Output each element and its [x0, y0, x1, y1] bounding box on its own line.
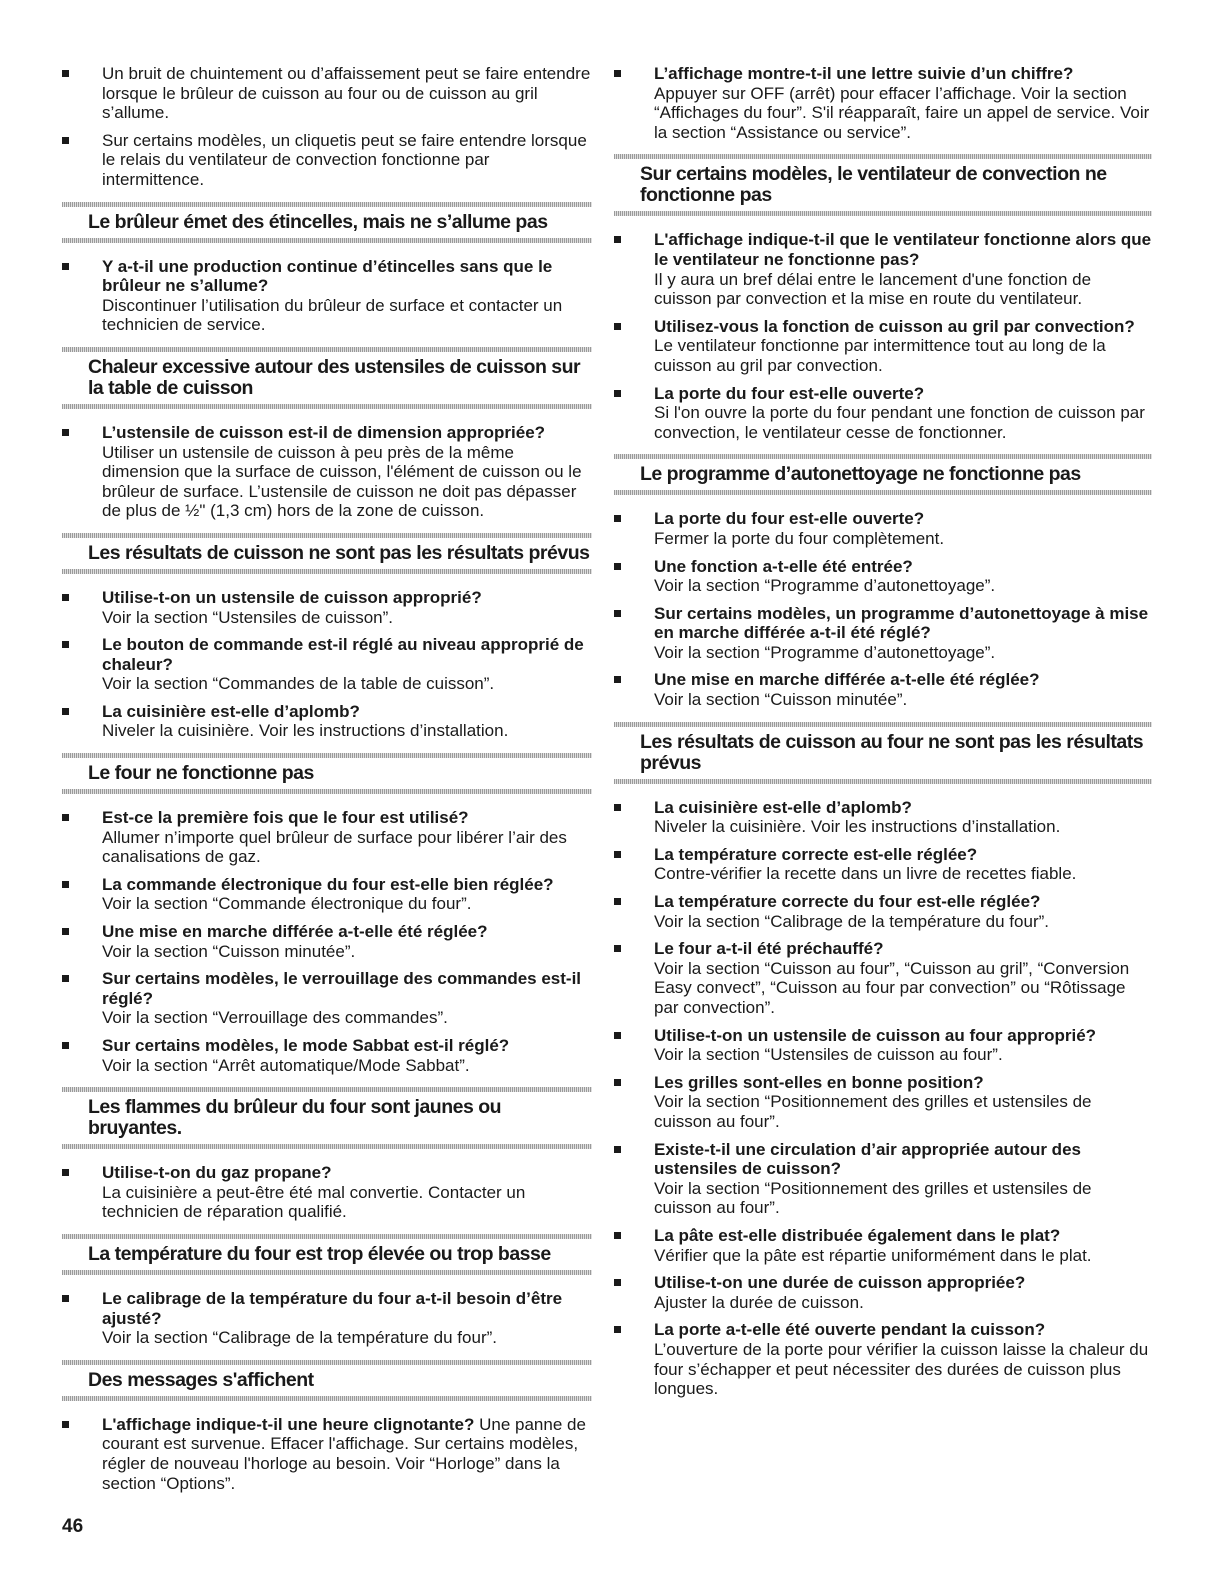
bullet-item — [62, 875, 592, 914]
bullet-answer: Allumer n’importe quel brûleur de surface pour libérer l’air des canalisations de gaz. — [102, 827, 567, 867]
bullet-answer: Voir la section “Calibrage de la température du four”. — [654, 911, 1049, 931]
bullet-answer: Voir la section “Commande électronique du four”. — [102, 894, 472, 914]
section-title: Les flammes du brûleur du four sont jaunes ou bruyantes. — [88, 1096, 502, 1140]
bullet-question: Une mise en marche différée a-t-elle été réglée? — [102, 922, 488, 942]
bullet-item — [62, 808, 592, 867]
bullet-item — [62, 922, 592, 961]
section-header — [62, 753, 592, 794]
section-title: Le programme d’autonettoyage ne fonctionne pas — [640, 463, 1081, 486]
page-number: 46 — [62, 1516, 84, 1537]
bullet-answer: L’ouverture de la porte pour vérifier la cuisson laisse la chaleur du four s’échapper et peut nécessiter des durées de cuisson plus longues. — [654, 1339, 1149, 1399]
bullet-question: Sur certains modèles, le verrouillage des commandes est-il réglé? — [102, 969, 582, 1008]
bullet-question: Utilise-t-on un ustensile de cuisson approprié? — [102, 587, 482, 607]
bullet-answer: Utiliser un ustensile de cuisson à peu près de la même dimension que la surface de cuisson, l'élément de cuisson ou le brûleur de surface. L’ustensile de cuisson ne doit pas dépasser de plus de ½" (1,3 cm) hors de la zone de cuisson. — [102, 442, 582, 521]
bullet-question: La cuisinière est-elle d’aplomb? — [102, 701, 360, 721]
bullet-question: L'affichage indique-t-il que le ventilateur fonctionne alors que le ventilateur ne fonctionne pas? — [654, 230, 1152, 269]
header-bottom-rule — [62, 1396, 592, 1401]
bullet-answer: Voir la section “Cuisson minutée”. — [102, 941, 356, 961]
bullet-answer: Voir la section “Cuisson au four”, “Cuisson au gril”, “Conversion Easy convect”, “Cuisson au four par convection” ou “Rôtissage par convection”. — [654, 958, 1130, 1017]
bullet-question: Une fonction a-t-elle été entrée? — [654, 556, 913, 576]
bullet-item — [614, 1140, 1152, 1218]
bullet-question: La porte a-t-elle été ouverte pendant la cuisson? — [654, 1320, 1046, 1340]
bullet-question: La porte du four est-elle ouverte? — [654, 509, 925, 529]
header-bottom-rule — [62, 1144, 592, 1149]
bullet-answer: Voir la section “Programme d’autonettoyage”. — [654, 642, 996, 662]
bullet-question: Existe-t-il une circulation d’air appropriée autour des ustensiles de cuisson? — [654, 1139, 1081, 1179]
bullet-item — [614, 1320, 1152, 1398]
bullet-answer: La cuisinière a peut-être été mal convertie. Contacter un technicien de réparation qualifié. — [102, 1182, 526, 1222]
section-header — [62, 533, 592, 574]
bullet-question: Le calibrage de la température du four a-t-il besoin d’être ajusté? — [102, 1288, 563, 1328]
bullet-question: Est-ce la première fois que le four est utilisé? — [102, 808, 469, 828]
bullet-item — [62, 131, 592, 190]
header-bottom-rule — [614, 779, 1152, 784]
bullet-item — [614, 1273, 1152, 1312]
bullet-answer: Voir la section “Commandes de la table de cuisson”. — [102, 674, 495, 694]
bullet-question: L'affichage indique-t-il une heure clignotante? — [102, 1414, 475, 1434]
section-title: Des messages s'affichent — [88, 1368, 314, 1391]
header-bottom-rule — [614, 490, 1152, 495]
bullet-answer: Niveler la cuisinière. Voir les instructions d’installation. — [102, 721, 509, 741]
bullet-question: Sur certains modèles, un programme d’autonettoyage à mise en marche différée a-t-il été réglé? — [654, 603, 1149, 643]
header-bottom-rule — [62, 789, 592, 794]
bullet-item — [62, 1036, 592, 1075]
bullet-question: Sur certains modèles, le mode Sabbat est-il réglé? — [102, 1036, 510, 1055]
bullet-item — [614, 557, 1152, 596]
bullet-item — [62, 969, 592, 1028]
section-header — [614, 154, 1152, 216]
section-title: Les résultats de cuisson au four ne sont pas les résultats prévus — [640, 730, 1144, 774]
bullet-item — [62, 1289, 592, 1348]
header-bottom-rule — [62, 238, 592, 243]
section-title: Le brûleur émet des étincelles, mais ne s’allume pas — [88, 210, 548, 233]
bullet-answer: Un bruit de chuintement ou d’affaissement peut se faire entendre lorsque le brûleur de cuisson au four ou de cuisson au gril s’allume. — [102, 64, 591, 123]
bullet-question: Une mise en marche différée a-t-elle été réglée? — [654, 670, 1040, 690]
bullet-item — [62, 635, 592, 694]
bullet-answer: Voir la section “Arrêt automatique/Mode Sabbat”. — [102, 1055, 470, 1075]
section-header — [62, 202, 592, 243]
bullet-item — [62, 423, 592, 521]
bullet-item — [614, 798, 1152, 837]
bullet-answer: Voir la section “Ustensiles de cuisson au four”. — [654, 1045, 1003, 1065]
bullet-item — [614, 230, 1152, 308]
bullet-item — [614, 384, 1152, 443]
bullet-item — [614, 317, 1152, 376]
bullet-item — [62, 702, 592, 741]
bullet-answer: Voir la section “Programme d’autonettoyage”. — [654, 576, 996, 596]
bullet-answer: Voir la section “Verrouillage des commandes”. — [102, 1008, 448, 1028]
section-title: Le four ne fonctionne pas — [88, 762, 314, 785]
bullet-question: La pâte est-elle distribuée également dans le plat? — [654, 1225, 1061, 1245]
section-header — [614, 722, 1152, 784]
bullet-item — [614, 1073, 1152, 1132]
bullet-answer: Discontinuer l’utilisation du brûleur de surface et contacter un technicien de service. — [102, 295, 563, 335]
bullet-question: Les grilles sont-elles en bonne position? — [654, 1072, 984, 1092]
bullet-answer: Voir la section “Cuisson minutée”. — [654, 690, 908, 710]
header-bottom-rule — [62, 404, 592, 409]
bullet-answer: Contre-vérifier la recette dans un livre de recettes fiable. — [654, 864, 1077, 884]
bullet-question: Utilise-t-on un ustensile de cuisson au four approprié? — [654, 1025, 1097, 1045]
section-header — [62, 1360, 592, 1401]
bullet-item — [614, 64, 1152, 142]
bullet-answer: Sur certains modèles, un cliquetis peut se faire entendre lorsque le relais du ventilateur de convection fonctionne par intermittence. — [102, 130, 587, 189]
section-header — [62, 347, 592, 409]
bullet-question: La température correcte du four est-elle réglée? — [654, 892, 1041, 912]
bullet-question: Le four a-t-il été préchauffé? — [654, 939, 884, 959]
bullet-answer: Voir la section “Calibrage de la température du four”. — [102, 1328, 497, 1348]
section-header — [62, 1234, 592, 1275]
bullet-item — [614, 670, 1152, 709]
bullet-answer: Vérifier que la pâte est répartie uniformément dans le plat. — [654, 1245, 1092, 1265]
bullet-question: La commande électronique du four est-elle bien réglée? — [102, 874, 554, 894]
section-header — [62, 1087, 592, 1149]
bullet-item — [62, 257, 592, 335]
bullet-item — [614, 604, 1152, 663]
section-header — [614, 454, 1152, 495]
bullet-answer: Si l'on ouvre la porte du four pendant une fonction de cuisson par convection, le ventilateur cesse de fonctionner. — [654, 403, 1145, 442]
bullet-question: Utilisez-vous la fonction de cuisson au gril par convection? — [654, 316, 1135, 336]
bullet-item — [614, 1226, 1152, 1265]
section-title: Sur certains modèles, le ventilateur de convection ne fonctionne pas — [640, 163, 1107, 207]
bullet-question: Utilise-t-on du gaz propane? — [102, 1163, 332, 1183]
bullet-answer: Niveler la cuisinière. Voir les instructions d’installation. — [654, 817, 1061, 837]
bullet-item — [614, 1026, 1152, 1065]
bullet-question: Le bouton de commande est-il réglé au niveau approprié de chaleur? — [102, 635, 584, 674]
bullet-answer: Voir la section “Positionnement des grilles et ustensiles de cuisson au four”. — [654, 1178, 1092, 1218]
bullet-item — [614, 892, 1152, 931]
bullet-item — [62, 64, 592, 123]
bullet-answer: Une panne de courant est survenue. Effacer l'affichage. Sur certains modèles, régler de nouveau l'horloge au besoin. Voir “Horloge” dans la section “Options”. — [102, 1414, 586, 1493]
bullet-question: La température correcte est-elle réglée? — [654, 844, 978, 864]
bullet-answer: Il y aura un bref délai entre le lancement d'une fonction de cuisson par convection et la mise en route du ventilateur. — [654, 269, 1092, 309]
right-column — [614, 64, 1152, 1407]
header-bottom-rule — [614, 211, 1152, 216]
bullet-item — [614, 939, 1152, 1017]
bullet-answer: Le ventilateur fonctionne par intermittence tout au long de la cuisson au gril par convection. — [654, 336, 1106, 375]
section-title: Les résultats de cuisson ne sont pas les résultats prévus — [88, 541, 590, 564]
left-column — [62, 64, 592, 1501]
bullet-answer: Fermer la porte du four complètement. — [654, 528, 945, 548]
bullet-question: La porte du four est-elle ouverte? — [654, 383, 925, 403]
bullet-question: L’ustensile de cuisson est-il de dimension appropriée? — [102, 422, 546, 442]
bullet-item — [62, 1163, 592, 1222]
bullet-answer: Voir la section “Ustensiles de cuisson”. — [102, 607, 394, 627]
bullet-question: La cuisinière est-elle d’aplomb? — [654, 797, 912, 817]
bullet-answer: Appuyer sur OFF (arrêt) pour effacer l’affichage. Voir la section “Affichages du four”. S'il réapparaît, faire un appel de service. Voir la section “Assistance ou service”. — [654, 83, 1150, 142]
bullet-question: Utilise-t-on une durée de cuisson appropriée? — [654, 1273, 1026, 1293]
bullet-item — [62, 588, 592, 627]
bullet-answer: Ajuster la durée de cuisson. — [654, 1292, 864, 1312]
header-bottom-rule — [62, 569, 592, 574]
section-title: Chaleur excessive autour des ustensiles de cuisson sur la table de cuisson — [88, 355, 581, 399]
bullet-item — [614, 845, 1152, 884]
bullet-question: L’affichage montre-t-il une lettre suivie d’un chiffre? — [654, 64, 1074, 83]
bullet-item — [62, 1415, 592, 1493]
header-bottom-rule — [62, 1270, 592, 1275]
section-title: La température du four est trop élevée ou trop basse — [88, 1242, 551, 1265]
bullet-answer: Voir la section “Positionnement des grilles et ustensiles de cuisson au four”. — [654, 1092, 1092, 1131]
bullet-question: Y a-t-il une production continue d’étincelles sans que le brûleur ne s’allume? — [102, 256, 553, 296]
bullet-item — [614, 509, 1152, 548]
